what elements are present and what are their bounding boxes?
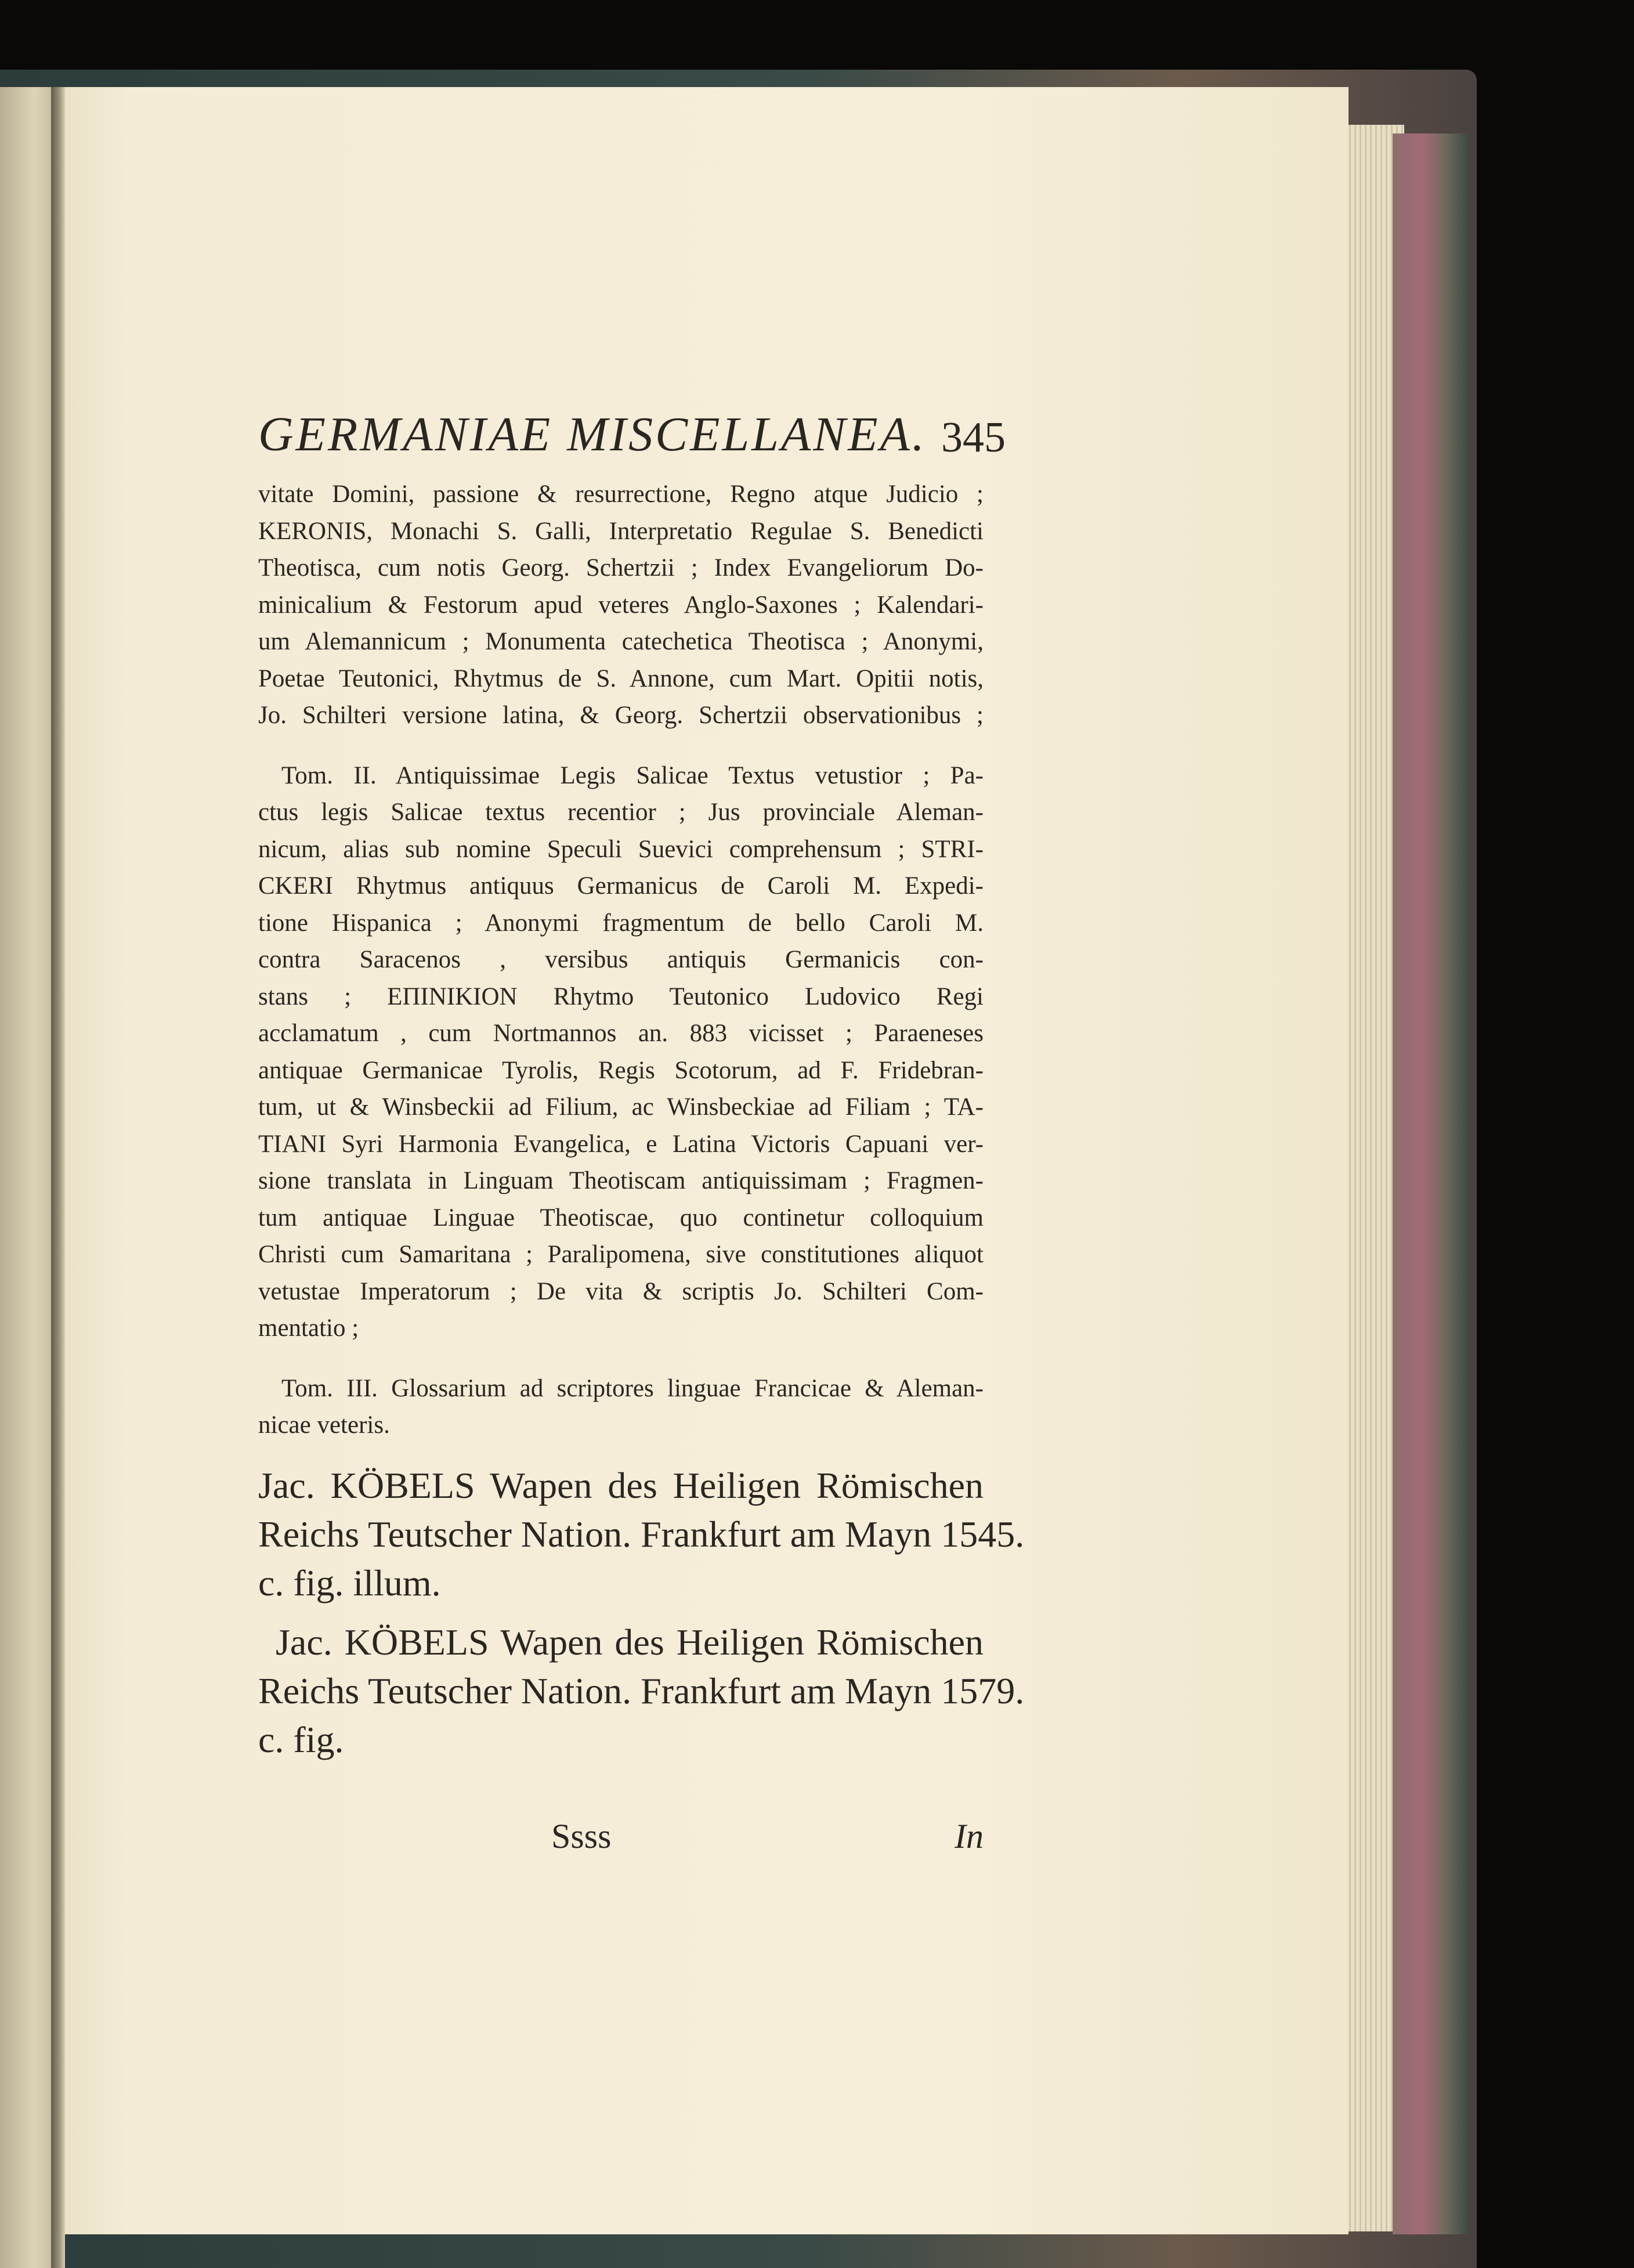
running-head xyxy=(258,406,1006,476)
text-line: Tom. III. Glossarium ad scriptores linguae Francicae & Aleman- xyxy=(281,1374,984,1402)
signature-mark: Ssss xyxy=(551,1817,612,1855)
cover-edge xyxy=(1393,133,1468,2234)
text-line: nicum, alias sub nomine Speculi Suevici comprehensum ; STRI- xyxy=(258,835,984,863)
paragraph-tom-3 xyxy=(258,1370,984,1444)
entry-line: Jac. KÖBELS Wapen des Heiligen Römischen xyxy=(258,1464,984,1506)
text-line: contra Saracenos , versibus antiquis Germanicis con- xyxy=(258,946,984,973)
text-line: tum antiquae Linguae Theotiscae, quo continetur colloquium xyxy=(258,1204,984,1231)
catchword: In xyxy=(955,1817,984,1855)
text-line: mentatio ; xyxy=(258,1314,359,1342)
text-line: Christi cum Samaritana ; Paralipomena, sive constitutiones aliquot xyxy=(258,1241,984,1268)
page-number: 345 xyxy=(941,414,1006,461)
left-page-edge xyxy=(0,87,58,2268)
text-line: sione translata in Linguam Theotiscam antiquissimam ; Fragmen- xyxy=(258,1167,984,1194)
entry-line: Reichs Teutscher Nation. Frankfurt am Mayn 1579. xyxy=(258,1670,1025,1711)
book-gutter xyxy=(51,87,65,2268)
text-line: nicae veteris. xyxy=(258,1411,390,1439)
text-line: antiquae Germanicae Tyrolis, Regis Scotorum, ad F. Fridebran- xyxy=(258,1056,984,1084)
entry-line: Jac. KÖBELS Wapen des Heiligen Römischen xyxy=(276,1621,984,1663)
text-line: tione Hispanica ; Anonymi fragmentum de bello Caroli M. xyxy=(258,909,984,937)
text-line: Jo. Schilteri versione latina, & Georg. Schertzii observationibus ; xyxy=(258,702,984,729)
text-line: Tom. II. Antiquissimae Legis Salicae Textus vetustior ; Pa- xyxy=(281,761,984,789)
paragraph-tom-1-continued xyxy=(258,476,984,734)
text-line: CKERI Rhytmus antiquus Germanicus de Caroli M. Expedi- xyxy=(258,872,984,900)
page-content xyxy=(258,406,1025,1855)
entry-line: c. fig. illum. xyxy=(258,1562,441,1604)
text-line: Poetae Teutonici, Rhytmus de S. Annone, cum Mart. Opitii notis, xyxy=(258,664,984,692)
entry-line: c. fig. xyxy=(258,1718,344,1760)
text-line: stans ; ΕΠΙΝΙΚΙΟΝ Rhytmo Teutonico Ludovico Regi xyxy=(258,983,984,1010)
text-line: ctus legis Salicae textus recentior ; Jus provinciale Aleman- xyxy=(258,799,984,826)
running-head-title: GERMANIAE MISCELLANEA. xyxy=(258,407,927,461)
text-line: TIANI Syri Harmonia Evangelica, e Latina Victoris Capuani ver- xyxy=(258,1130,984,1158)
bibliography-entry-1579 xyxy=(258,1618,1025,1764)
text-line: acclamatum , cum Nortmannos an. 883 vicisset ; Paraeneses xyxy=(258,1020,984,1047)
text-line: Theotisca, cum notis Georg. Schertzii ; Index Evangeliorum Do- xyxy=(258,554,984,582)
entry-line: Reichs Teutscher Nation. Frankfurt am Mayn 1545. xyxy=(258,1513,1025,1555)
text-line: minicalium & Festorum apud veteres Anglo-Saxones ; Kalendari- xyxy=(258,591,984,619)
text-line: KERONIS, Monachi S. Galli, Interpretatio Regulae S. Benedicti xyxy=(258,517,984,545)
text-line: vetustae Imperatorum ; De vita & scriptis Jo. Schilteri Com- xyxy=(258,1277,984,1305)
text-line: vitate Domini, passione & resurrectione, Regno atque Judicio ; xyxy=(258,481,984,508)
paragraph-tom-2 xyxy=(258,757,984,1347)
text-line: tum, ut & Winsbeckii ad Filium, ac Winsbeckiae ad Filiam ; TA- xyxy=(258,1093,984,1121)
text-line: um Alemannicum ; Monumenta catechetica Theotisca ; Anonymi, xyxy=(258,628,984,655)
bibliography-entry-1545 xyxy=(258,1461,1025,1608)
